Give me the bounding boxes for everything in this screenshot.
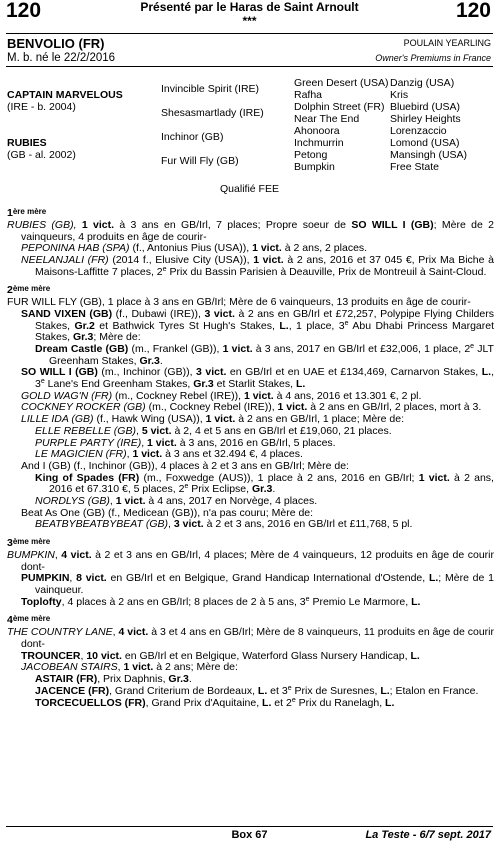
produce-line: JACENCE (FR), Grand Criterium de Bordeaux, L. et 3e Prix de Suresnes, L.; Etalon en France. — [35, 684, 479, 697]
section-heading-3: 3ème mère — [7, 537, 51, 550]
grandsire-1: Invincible Spirit (IRE) — [161, 83, 260, 95]
produce-line: BEATBYBEATBYBEAT (GB), 3 vict. à 2 et 3 ans, 2016 en GB/Irl et £11,768, 5 pl. — [35, 518, 413, 531]
ancestor: Kris — [390, 89, 409, 101]
grandsire-4: Fur Will Fly (GB) — [161, 155, 239, 167]
horse-name: BENVOLIO (FR) — [7, 36, 105, 51]
pedigree-rule — [6, 66, 493, 67]
sire-name: CAPTAIN MARVELOUS — [7, 89, 123, 101]
dam-line: FUR WILL FLY (GB), 1 place à 3 ans en GB/Irl; Mère de 6 vainqueurs, 13 produits en âge de courir- — [7, 296, 471, 309]
ancestor: Near The End — [294, 113, 360, 125]
produce-line: LILLE IDA (GB) (f., Hawk Wing (USA)), 1 vict. à 2 ans en GB/Irl, 1 place; Mère de: — [21, 413, 405, 426]
dam-line: RUBIES (GB), 1 vict. à 3 ans en GB/Irl, 7 places; Propre soeur de SO WILL I (GB); Mère de 2 vainqueurs, 4 produits en âge de courir- — [7, 218, 494, 243]
dam-line: THE COUNTRY LANE, 4 vict. à 3 et 4 ans en GB/Irl; Mère de 8 vainqueurs, 11 produits en âge de courir dont- — [7, 626, 494, 650]
ancestor: Shirley Heights — [390, 113, 461, 125]
ancestor: Bluebird (USA) — [390, 101, 461, 113]
produce-line: JACOBEAN STAIRS, 1 vict. à 2 ans; Mère de: — [21, 661, 238, 674]
produce-line: SAND VIXEN (GB) (f., Dubawi (IRE)), 3 vict. à 2 ans en GB/Irl et £72,257, Polypipe Flying Childers Stakes, Gr.2 et Bathwick Tyres St Hugh's Stakes, L., 1 place, 3e Abu Dhabi Princess Margaret Stakes, Gr.3; Mère de: — [21, 307, 495, 344]
lot-number: 120 — [6, 0, 42, 22]
produce-line: ELLE REBELLE (GB), 5 vict. à 2, 4 et 5 ans en GB/Irl et £19,060, 21 places. — [35, 424, 392, 437]
ancestor: Dolphin Street (FR) — [294, 101, 385, 113]
section-heading-2: 2ème mère — [7, 284, 51, 297]
ancestor: Mansingh (USA) — [390, 149, 468, 161]
premium-note: Owner's Premiums in France — [375, 53, 491, 63]
produce-line: TORCECUELLOS (FR), Grand Prix d'Aquitaine, L. et 2e Prix du Ranelagh, L. — [35, 696, 395, 709]
produce-line: TROUNCER, 10 vict. en GB/Irl et en Belgique, Waterford Glass Nursery Handicap, L. — [21, 649, 420, 662]
ancestor: Rafha — [294, 89, 323, 101]
dam-line: BUMPKIN, 4 vict. à 2 et 3 ans en GB/Irl, 4 places; Mère de 4 vainqueurs, 12 produits en âge de courir dont- — [7, 548, 494, 573]
produce-line: PUMPKIN, 8 vict. en GB/Irl et en Belgique, Grand Handicap International d'Ostende, L.; Mère de 1 vainqueur. — [21, 572, 494, 597]
produce-line: King of Spades (FR) (m., Foxwedge (AUS)), 1 place à 2 ans, 2016 en GB/Irl; 1 vict. à 2 ans, 2016 et 67.310 €, 5 places, 2e Prix Eclipse, Gr.3. — [35, 471, 494, 496]
ancestor: Lorenzaccio — [390, 125, 447, 137]
produce-line: Toplofty, 4 places à 2 ans en GB/Irl; 8 places de 2 à 5 ans, 3e Premio Le Marmore, L. — [21, 595, 421, 608]
dam-info: (GB - al. 2002) — [7, 149, 76, 161]
grandsire-3: Inchinor (GB) — [161, 131, 224, 143]
ancestor: Lomond (USA) — [390, 137, 460, 149]
horse-type: POULAIN YEARLING — [403, 38, 491, 48]
dam-name: RUBIES — [7, 137, 47, 149]
produce-line: Dream Castle (GB) (m., Frankel (GB)), 1 vict. à 3 ans, 2017 en GB/Irl et £32,006, 1 place, 2e JLT Greenham Stakes, Gr.3. — [35, 342, 494, 367]
lot-number-right: 120 — [455, 0, 491, 22]
presented-by: Présenté par le Haras de Saint Arnoult — [140, 0, 359, 14]
ancestor: Danzig (USA) — [390, 77, 455, 89]
produce-line: SO WILL I (GB) (m., Inchinor (GB)), 3 vict. en GB/Irl et en UAE et £134,469, Carnarvon Stakes, L., 3e Lane's End Greenham Stakes, Gr.3 et Starlit Stakes, L. — [21, 366, 494, 391]
sale-location: La Teste - 6/7 sept. 2017 — [365, 829, 491, 841]
produce-line: And I (GB) (f., Inchinor (GB)), 4 places à 2 et 3 ans en GB/Irl; Mère de: — [21, 459, 349, 472]
grandsire-2: Shesasmartlady (IRE) — [161, 107, 264, 119]
produce-line: NORDLYS (GB), 1 vict. à 4 ans, 2017 en Norvège, 4 places. — [35, 495, 318, 508]
ancestor: Green Desert (USA) — [294, 77, 389, 89]
ancestor: Petong — [294, 149, 328, 161]
produce-line: PEPONINA HAB (SPA) (f., Antonius Pius (USA)), 1 vict. à 2 ans, 2 places. — [21, 242, 368, 255]
box-number: Box 67 — [231, 829, 268, 841]
ancestor: Bumpkin — [294, 161, 335, 173]
bottom-rule — [6, 826, 493, 827]
produce-line: COCKNEY ROCKER (GB) (m., Cockney Rebel (IRE)), 1 vict. à 2 ans en GB/Irl, 2 places, mort à 3. — [21, 401, 482, 414]
top-rule — [6, 33, 493, 34]
catalogue-body — [7, 207, 494, 709]
ancestor: Inchmurrin — [294, 137, 344, 149]
ancestor: Free State — [390, 161, 440, 173]
produce-line: GOLD WAG'N (FR) (m., Cockney Rebel (IRE)), 1 vict. à 4 ans, 2016 et 13.301 €, 2 pl. — [21, 389, 422, 402]
produce-line: NEELANJALI (FR) (2014 f., Elusive City (USA)), 1 vict. à 2 ans, 2016 et 37 045 €, Prix Ma Biche à Maisons-Laffitte 7 places, 2e Prix du Bassin Parisien à Deauville, Prix de Montreuil à Saint-Cloud. — [21, 253, 494, 278]
produce-line: ASTAIR (FR), Prix Daphnis, Gr.3. — [35, 673, 192, 686]
sire-info: (IRE - b. 2004) — [7, 101, 76, 113]
presenter — [0, 0, 499, 28]
section-heading-4: 4ème mère — [7, 614, 51, 627]
ancestor: Ahonoora — [294, 125, 340, 137]
produce-line: Beat As One (GB) (f., Medicean (GB)), n'a pas couru; Mère de: — [21, 506, 314, 519]
produce-line: PURPLE PARTY (IRE), 1 vict. à 3 ans, 2016 en GB/Irl, 5 places. — [35, 436, 336, 449]
stars: *** — [242, 14, 257, 28]
horse-desc: M. b. né le 22/2/2016 — [7, 52, 116, 64]
section-heading-1: 1ère mère — [7, 207, 47, 219]
qualified-fee: Qualifié FEE — [220, 183, 279, 195]
produce-line: LE MAGICIEN (FR), 1 vict. à 3 ans et 32.494 €, 4 places. — [35, 448, 303, 461]
